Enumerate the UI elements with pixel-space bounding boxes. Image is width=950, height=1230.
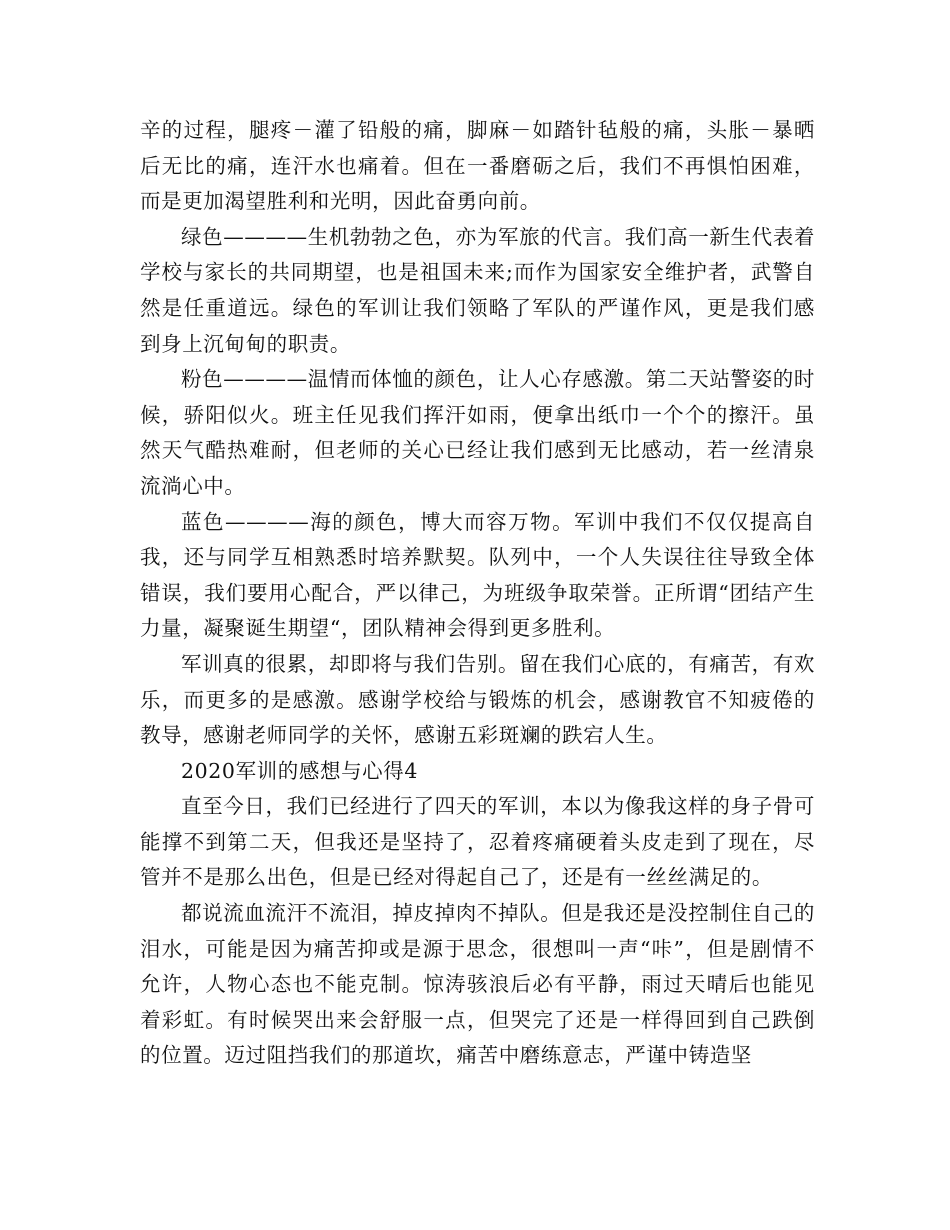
paragraph-green: 绿色————生机勃勃之色，亦为军旅的代言。我们高一新生代表着学校与家长的共同期望，也是祖国未来;而作为国家安全维护者，武警自然是任重道远。绿色的军训让我们领略了军队的严谨作风，更是我们感到身上沉甸甸的职责。 [140, 224, 815, 356]
paragraph-four-days: 直至今日，我们已经进行了四天的军训，本以为像我这样的身子骨可能撑不到第二天，但我还是坚持了，忍着疼痛硬着头皮走到了现在，尽管并不是那么出色，但是已经对得起自己了，还是有一丝丝满足的。 [140, 794, 815, 890]
paragraph-continued: 辛的过程，腿疼－灌了铅般的痛，脚麻－如踏针毡般的痛，头胀－暴晒后无比的痛，连汗水也痛着。但在一番磨砺之后，我们不再惧怕困难，而是更加渴望胜利和光明，因此奋勇向前。 [140, 118, 815, 214]
paragraph-farewell: 军训真的很累，却即将与我们告别。留在我们心底的，有痛苦，有欢乐，而更多的是感激。感谢学校给与锻炼的机会，感谢教官不知疲倦的教导，感谢老师同学的关怀，感谢五彩斑斓的跌宕人生。 [140, 651, 815, 748]
paragraph-pink: 粉色————温情而体恤的颜色，让人心存感激。第二天站警姿的时候，骄阳似火。班主任见我们挥汗如雨，便拿出纸巾一个个的擦汗。虽然天气酷热难耐，但老师的关心已经让我们感到无比感动，若一丝清泉流淌心中。 [140, 367, 815, 498]
paragraph-tears: 都说流血流汗不流泪，掉皮掉肉不掉队。但是我还是没控制住自己的泪水，可能是因为痛苦抑或是源于思念，很想叫一声“咔”，但是剧情不允许，人物心态也不能克制。惊涛骇浪后必有平静，雨过天晴后也能见着彩虹。有时候哭出来会舒服一点，但哭完了还是一样得回到自己跌倒的位置。迈过阻挡我们的那道坎，痛苦中磨练意志，严谨中铸造坚 [140, 901, 815, 1068]
section-heading: 2020军训的感想与心得4 [181, 758, 419, 783]
document-body [140, 113, 815, 1074]
paragraph-blue: 蓝色————海的颜色，博大而容万物。军训中我们不仅仅提高自我，还与同学互相熟悉时培养默契。队列中，一个人失误往往导致全体错误，我们要用心配合，严以律己，为班级争取荣誉。正所谓“团结产生力量，凝聚诞生期望“，团队精神会得到更多胜利。 [140, 509, 815, 641]
